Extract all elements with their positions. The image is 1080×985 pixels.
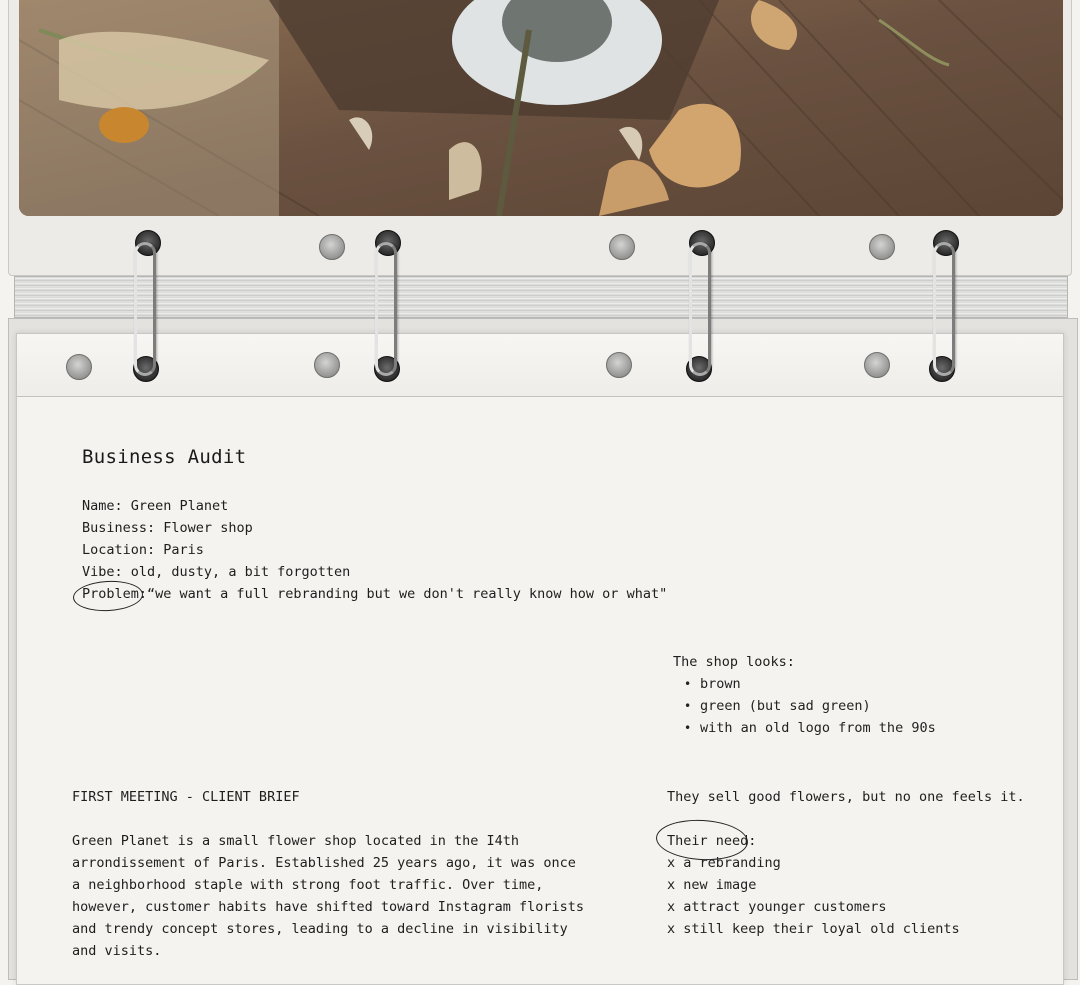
brief-heading: FIRST MEETING - CLIENT BRIEF: [72, 789, 300, 805]
field-value: Flower shop: [163, 520, 253, 536]
list-item: • green (but sad green): [672, 695, 936, 717]
field-business: [82, 517, 253, 539]
list-item: • with an old logo from the 90s: [672, 717, 936, 739]
field-label: Vibe:: [82, 564, 123, 580]
needs-summary: They sell good flowers, but no one feels it.: [667, 789, 1025, 805]
binder-ring: [933, 242, 955, 376]
needs-heading: Their need:: [667, 833, 757, 849]
punch-hole: [314, 352, 340, 378]
field-name: [82, 495, 228, 517]
list-item: x attract younger customers: [667, 899, 887, 915]
shop-looks-heading: The shop looks:: [673, 654, 795, 670]
field-value: Green Planet: [130, 498, 229, 514]
field-value: old, dusty, a bit forgotten: [130, 564, 351, 580]
field-problem: [82, 583, 667, 605]
punch-hole: [609, 234, 635, 260]
list-item: x still keep their loyal old clients: [667, 921, 960, 937]
sheet-binding-strip: [17, 334, 1063, 397]
problem-quote: “we want a full rebranding but we don't really know how or what": [147, 586, 668, 602]
dried-lilies-image: [19, 0, 1063, 216]
top-photo-panel: [8, 0, 1072, 276]
punch-hole: [864, 352, 890, 378]
flower-photo: [19, 0, 1063, 216]
list-item: x a rebranding: [667, 855, 781, 871]
punch-hole: [66, 354, 92, 380]
brief-body: Green Planet is a small flower shop located in the I4th arrondissement of Paris. Established 25 years ago, it was once a neighborhood staple with strong foot traffic. Over time, however, customer habits have shifted toward Instagram florists and trendy concept stores, leading to a decline in visibility and visits.: [72, 833, 585, 959]
binder-ring: [689, 242, 711, 376]
field-location: [82, 539, 204, 561]
punch-hole: [869, 234, 895, 260]
field-vibe: [82, 561, 350, 583]
field-label: Business:: [82, 520, 156, 536]
list-item: x new image: [667, 877, 757, 893]
punch-hole: [319, 234, 345, 260]
list-item: • brown: [672, 673, 936, 695]
page-title: Business Audit: [82, 446, 247, 468]
needs-list: [667, 852, 960, 940]
binder-ring: [375, 242, 397, 376]
problem-label: Problem:: [82, 586, 148, 602]
field-label: Location:: [82, 542, 156, 558]
binder-ring: [134, 242, 156, 376]
field-label: Name:: [82, 498, 123, 514]
shop-looks-list: [672, 673, 936, 739]
page-stack-edge: [14, 276, 1068, 318]
field-value: Paris: [163, 542, 204, 558]
punch-hole: [606, 352, 632, 378]
